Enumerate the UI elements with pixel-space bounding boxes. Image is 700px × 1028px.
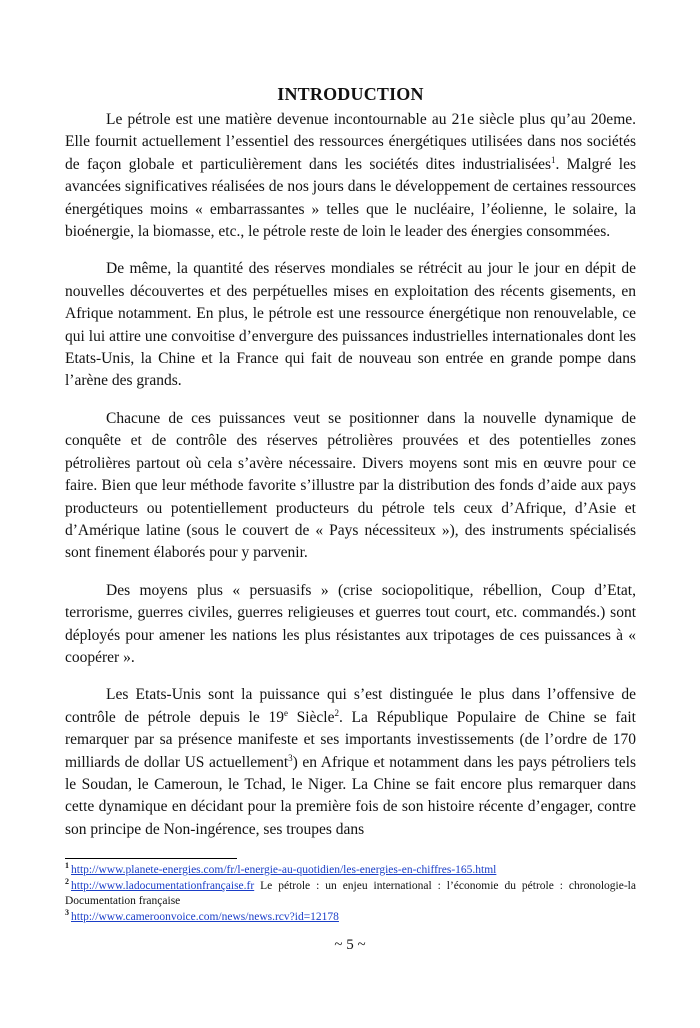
- superscript-e: e: [283, 707, 288, 718]
- paragraph-5-text-d: ) en Afrique et notamment dans les pays pétroliers tels le Soudan, le Cameroun, le Tchad, le Niger. La Chine se fait encore plus remarquer dans cette dynamique en décidant pour la première fois de son histoire récente d’engager, contre son principe de Non-ingérence, ses troupes dans: [65, 753, 636, 838]
- paragraph-3: Chacune de ces puissances veut se positionner dans la nouvelle dynamique de conquête et de contrôle des réserves pétrolières prouvées et des potentielles zones pétrolières partout où cela s’avère nécessaire. Divers moyens sont mis en œuvre pour ce faire. Bien que leur méthode favorite s’illustre par la distribution des fonds d’aide aux pays producteurs ou potentiellement producteurs du pétrole tels ceux d’Afrique, d’Asie et d’Amérique latine (sous le couvert de « Pays nécessiteux »), des instruments spécialisés sont finement élaborés pour y parvenir.: [65, 409, 636, 562]
- paragraph-5-text-c: . La République Populaire de Chine se fait remarquer par sa présence manifeste et ses importants investissements (de l’ordre de 170 milliards de dollar US actuellement: [65, 708, 636, 771]
- paragraph-4: Des moyens plus « persuasifs » (crise sociopolitique, rébellion, Coup d’Etat, terrorisme, guerres civiles, guerres religieuses et guerres tout court, etc. commandés.) sont déployés pour amener les nations les plus résistantes aux tripotages de ces puissances à « coopérer ».: [65, 581, 636, 666]
- page-number: ~ 5 ~: [334, 937, 366, 953]
- paragraph-5-text-b: Siècle: [287, 708, 335, 726]
- footnote-2: [65, 876, 636, 910]
- footnote-2-number: 2: [65, 876, 69, 886]
- footnote-divider: [65, 858, 237, 859]
- paragraph-5: [65, 684, 636, 841]
- paragraph-1-text-a: Le pétrole est une matière devenue incontournable au 21e siècle plus qu’au 20eme. Elle fournit actuellement l’essentiel des ressources énergétiques utilisées dans nos sociétés de façon globale et particulièrement dans les sociétés dites industrialisées: [65, 111, 636, 173]
- footnote-3-link[interactable]: http://www.cameroonvoice.com/news/news.rcv?id=12178: [71, 910, 339, 923]
- footnote-1-link[interactable]: http://www.planete-energies.com/fr/l-energie-au-quotidien/les-energies-en-chiffres-165.html: [71, 864, 497, 876]
- footnote-3: [65, 907, 636, 926]
- footnote-2-text: Le pétrole : un enjeu international : l’économie du pétrole : chronologie-la Documentation française: [65, 879, 636, 907]
- footnotes: [65, 858, 636, 925]
- page-content: [65, 84, 636, 856]
- paragraph-2: De même, la quantité des réserves mondiales se rétrécit au jour le jour en dépit de nouvelles découvertes et des perpétuelles mises en exploitation des récents gisements, en Afrique notamment. En plus, le pétrole est une ressource énergétique non renouvelable, ce qui lui attire une convoitise d’envergure des puissances industrielles internationales dont les Etats-Unis, la Chine et la France qui fait de nouveau son entrée en grande pompe dans l’arène des grands.: [65, 260, 636, 390]
- footnote-1: [65, 863, 636, 879]
- footnote-ref-1[interactable]: 1: [550, 154, 556, 165]
- footnote-ref-3[interactable]: 3: [288, 752, 293, 763]
- page-title: INTRODUCTION: [277, 84, 424, 104]
- footnote-ref-2[interactable]: 2: [334, 707, 339, 718]
- paragraph-1-text-b: . Malgré les avancées significatives réalisées de nos jours dans le développement de certaines ressources énergétiques moins « embarrassantes » telles que le nucléaire, l’éolienne, le solaire, la bioénergie, la biomasse, etc., le pétrole reste de loin le leader des énergies consommées.: [65, 155, 636, 241]
- paragraph-1: [65, 109, 636, 243]
- footnote-1-number: 1: [65, 861, 69, 871]
- paragraph-5-text-a: Les Etats-Unis sont la puissance qui s’est distinguée le plus dans l’offensive de contrôle de pétrole depuis le 19: [65, 686, 636, 726]
- footnote-3-number: 3: [65, 907, 69, 917]
- footnote-2-link[interactable]: http://www.ladocumentationfrançaise.fr: [71, 879, 255, 892]
